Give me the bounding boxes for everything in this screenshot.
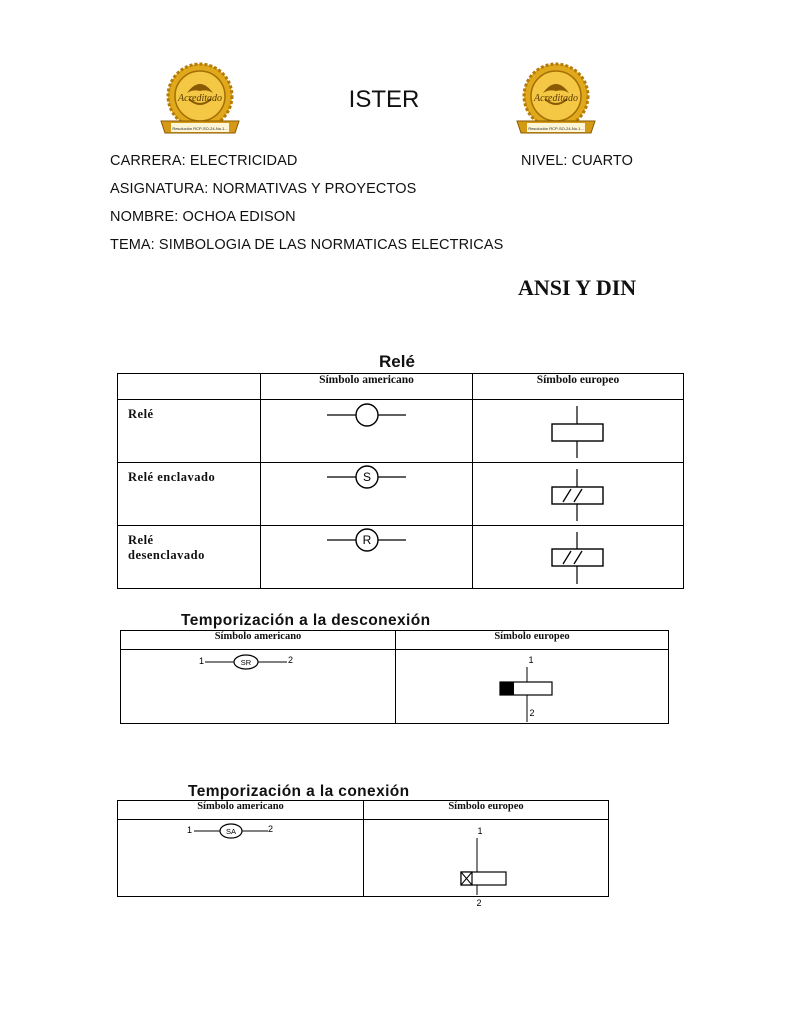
pin-label: 1 [477,826,483,836]
rele-row-label: Relé [118,400,261,463]
page-title: ISTER [348,86,420,113]
on-delay-eu-cell [364,820,609,908]
badge-fineprint: Resolución RCP-SO-24-No.1... [172,126,228,131]
rele-row-label-text: Relé desenclavado [128,533,205,562]
on-delay-table [117,800,609,908]
timer-code: SA [225,827,237,836]
off-delay-header-american: Símbolo americano [121,631,396,650]
pin-label: 2 [476,898,482,908]
off-delay-title: Temporización a la desconexión [181,612,431,629]
table-row [118,526,684,589]
pin-label: 2 [268,824,274,834]
unlatched-relay-eu-icon [473,526,685,589]
badge-fineprint: Resolución RCP-SO-24-No.1... [528,126,584,131]
timer-code: SR [240,658,252,667]
latched-relay-us-icon [261,463,472,526]
off-delay-eu-cell [396,650,669,724]
on-delay-header-american: Símbolo americano [118,801,364,820]
relay-eu-cell [473,400,684,463]
pin-label: 1 [199,656,205,666]
unlatched-relay-us-icon [261,526,472,589]
relay-letter: S [362,470,372,484]
rele-row-label: Relé enclavado [118,463,261,526]
pin-label: 1 [528,655,534,665]
asignatura-line: ASIGNATURA: NORMATIVAS Y PROYECTOS [110,181,417,197]
table-row [118,400,684,463]
pin-label: 1 [187,825,193,835]
pin-label: 2 [288,655,294,665]
off-delay-table [120,630,669,724]
rele-row-label [118,526,261,589]
relay-coil-eu-icon [473,400,685,463]
badge-text: Acreditado [177,93,223,104]
relay-letter: R [362,533,372,547]
latched-relay-eu-cell [473,463,684,526]
on-delay-title: Temporización a la conexión [188,783,410,800]
latched-relay-us-cell [261,463,473,526]
standards-title: ANSI Y DIN [518,275,637,300]
pin-label: 2 [529,708,535,718]
relay-us-cell [261,400,473,463]
table-row [118,463,684,526]
rele-section-title: Relé [379,352,415,371]
table-row [118,820,609,897]
off-delay-header-european: Símbolo europeo [396,631,669,650]
rele-header-blank [118,374,261,400]
on-delay-us-cell [118,820,364,897]
on-delay-us-icon [118,820,363,897]
nombre-line: NOMBRE: OCHOA EDISON [110,209,296,225]
rele-table [117,373,684,589]
unlatched-relay-eu-cell [473,526,684,589]
latched-relay-eu-icon [473,463,685,526]
rele-header-european: Símbolo europeo [473,374,684,400]
off-delay-us-cell [121,650,396,724]
unlatched-relay-us-cell [261,526,473,589]
tema-line: TEMA: SIMBOLOGIA DE LAS NORMATICAS ELECTRICAS [110,237,504,253]
carrera-line: CARRERA: ELECTRICIDAD [110,153,298,169]
off-delay-us-icon [121,650,395,724]
on-delay-eu-icon [364,820,609,908]
relay-coil-us-icon [261,400,472,463]
on-delay-header-european: Símbolo europeo [364,801,609,820]
rele-header-american: Símbolo americano [261,374,473,400]
nivel-line: NIVEL: CUARTO [521,153,633,169]
off-delay-eu-icon [396,650,670,724]
badge-text: Acreditado [533,93,579,104]
table-row [121,650,669,724]
